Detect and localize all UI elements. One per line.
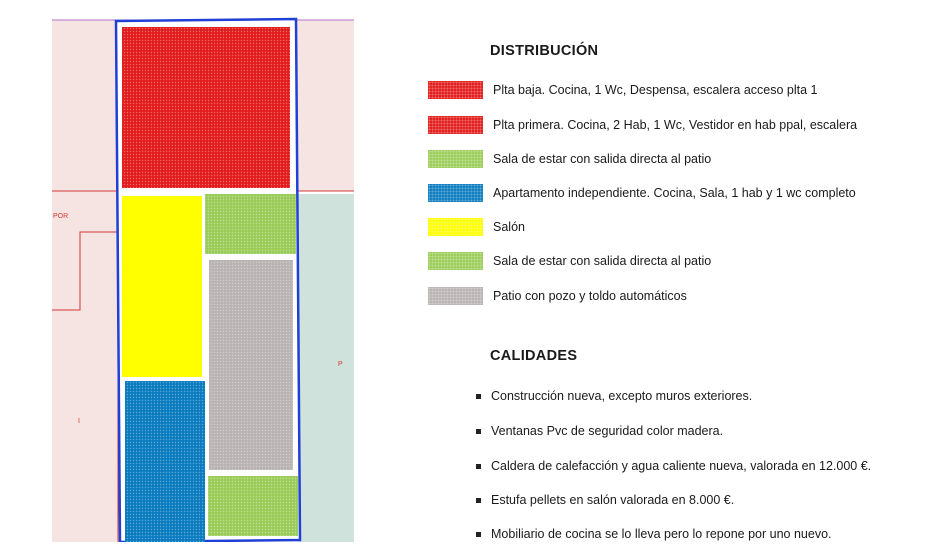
bullet-icon <box>476 429 481 434</box>
room-yellow <box>122 196 202 377</box>
parcel-label-right: P <box>338 361 343 368</box>
quality-text: Ventanas Pvc de seguridad color madera. <box>491 424 724 438</box>
legend-label: Patio con pozo y toldo automáticos <box>493 289 687 303</box>
parcel-label-bottom: I <box>78 418 80 425</box>
legend-swatch <box>428 287 483 305</box>
distribution-title: DISTRIBUCIÓN <box>490 43 599 59</box>
bullet-icon <box>476 498 481 503</box>
legend-label: Apartamento independiente. Cocina, Sala, 1 hab y 1 wc completo <box>493 186 856 200</box>
room-blue <box>125 381 205 542</box>
qualities-title: CALIDADES <box>490 348 578 364</box>
room-red <box>122 27 290 188</box>
parcel-left <box>52 191 118 542</box>
legend-swatch <box>428 184 483 202</box>
quality-text: Construcción nueva, excepto muros exteriores. <box>491 389 753 403</box>
legend-swatch <box>428 252 483 270</box>
parcel-top-right <box>296 20 354 191</box>
legend-swatch <box>428 81 483 99</box>
room-gray <box>209 260 293 470</box>
legend-label: Plta primera. Cocina, 2 Hab, 1 Wc, Vestidor en hab ppal, escalera <box>493 118 858 132</box>
bullet-icon <box>476 464 481 469</box>
parcel-right <box>298 194 354 542</box>
quality-text: Mobiliario de cocina se lo lleva pero lo repone por uno nuevo. <box>491 527 832 541</box>
room-green-top <box>205 194 296 254</box>
legend-swatch <box>428 218 483 236</box>
quality-text: Estufa pellets en salón valorada en 8.000 €. <box>491 493 735 507</box>
room-green-bottom <box>208 476 298 536</box>
legend-label: Plta baja. Cocina, 1 Wc, Despensa, escalera acceso plta 1 <box>493 83 818 97</box>
parcel-label-left: POR <box>53 213 69 220</box>
legend-swatch <box>428 150 483 168</box>
legend-label: Sala de estar con salida directa al patio <box>493 152 712 166</box>
legend-swatch <box>428 116 483 134</box>
quality-text: Caldera de calefacción y agua caliente nueva, valorada en 12.000 €. <box>491 459 872 473</box>
parcel-top-left <box>52 20 118 191</box>
legend-label: Sala de estar con salida directa al patio <box>493 254 712 268</box>
bullet-icon <box>476 394 481 399</box>
floor-plan <box>0 0 360 542</box>
bullet-icon <box>476 532 481 537</box>
legend-label: Salón <box>493 220 525 234</box>
